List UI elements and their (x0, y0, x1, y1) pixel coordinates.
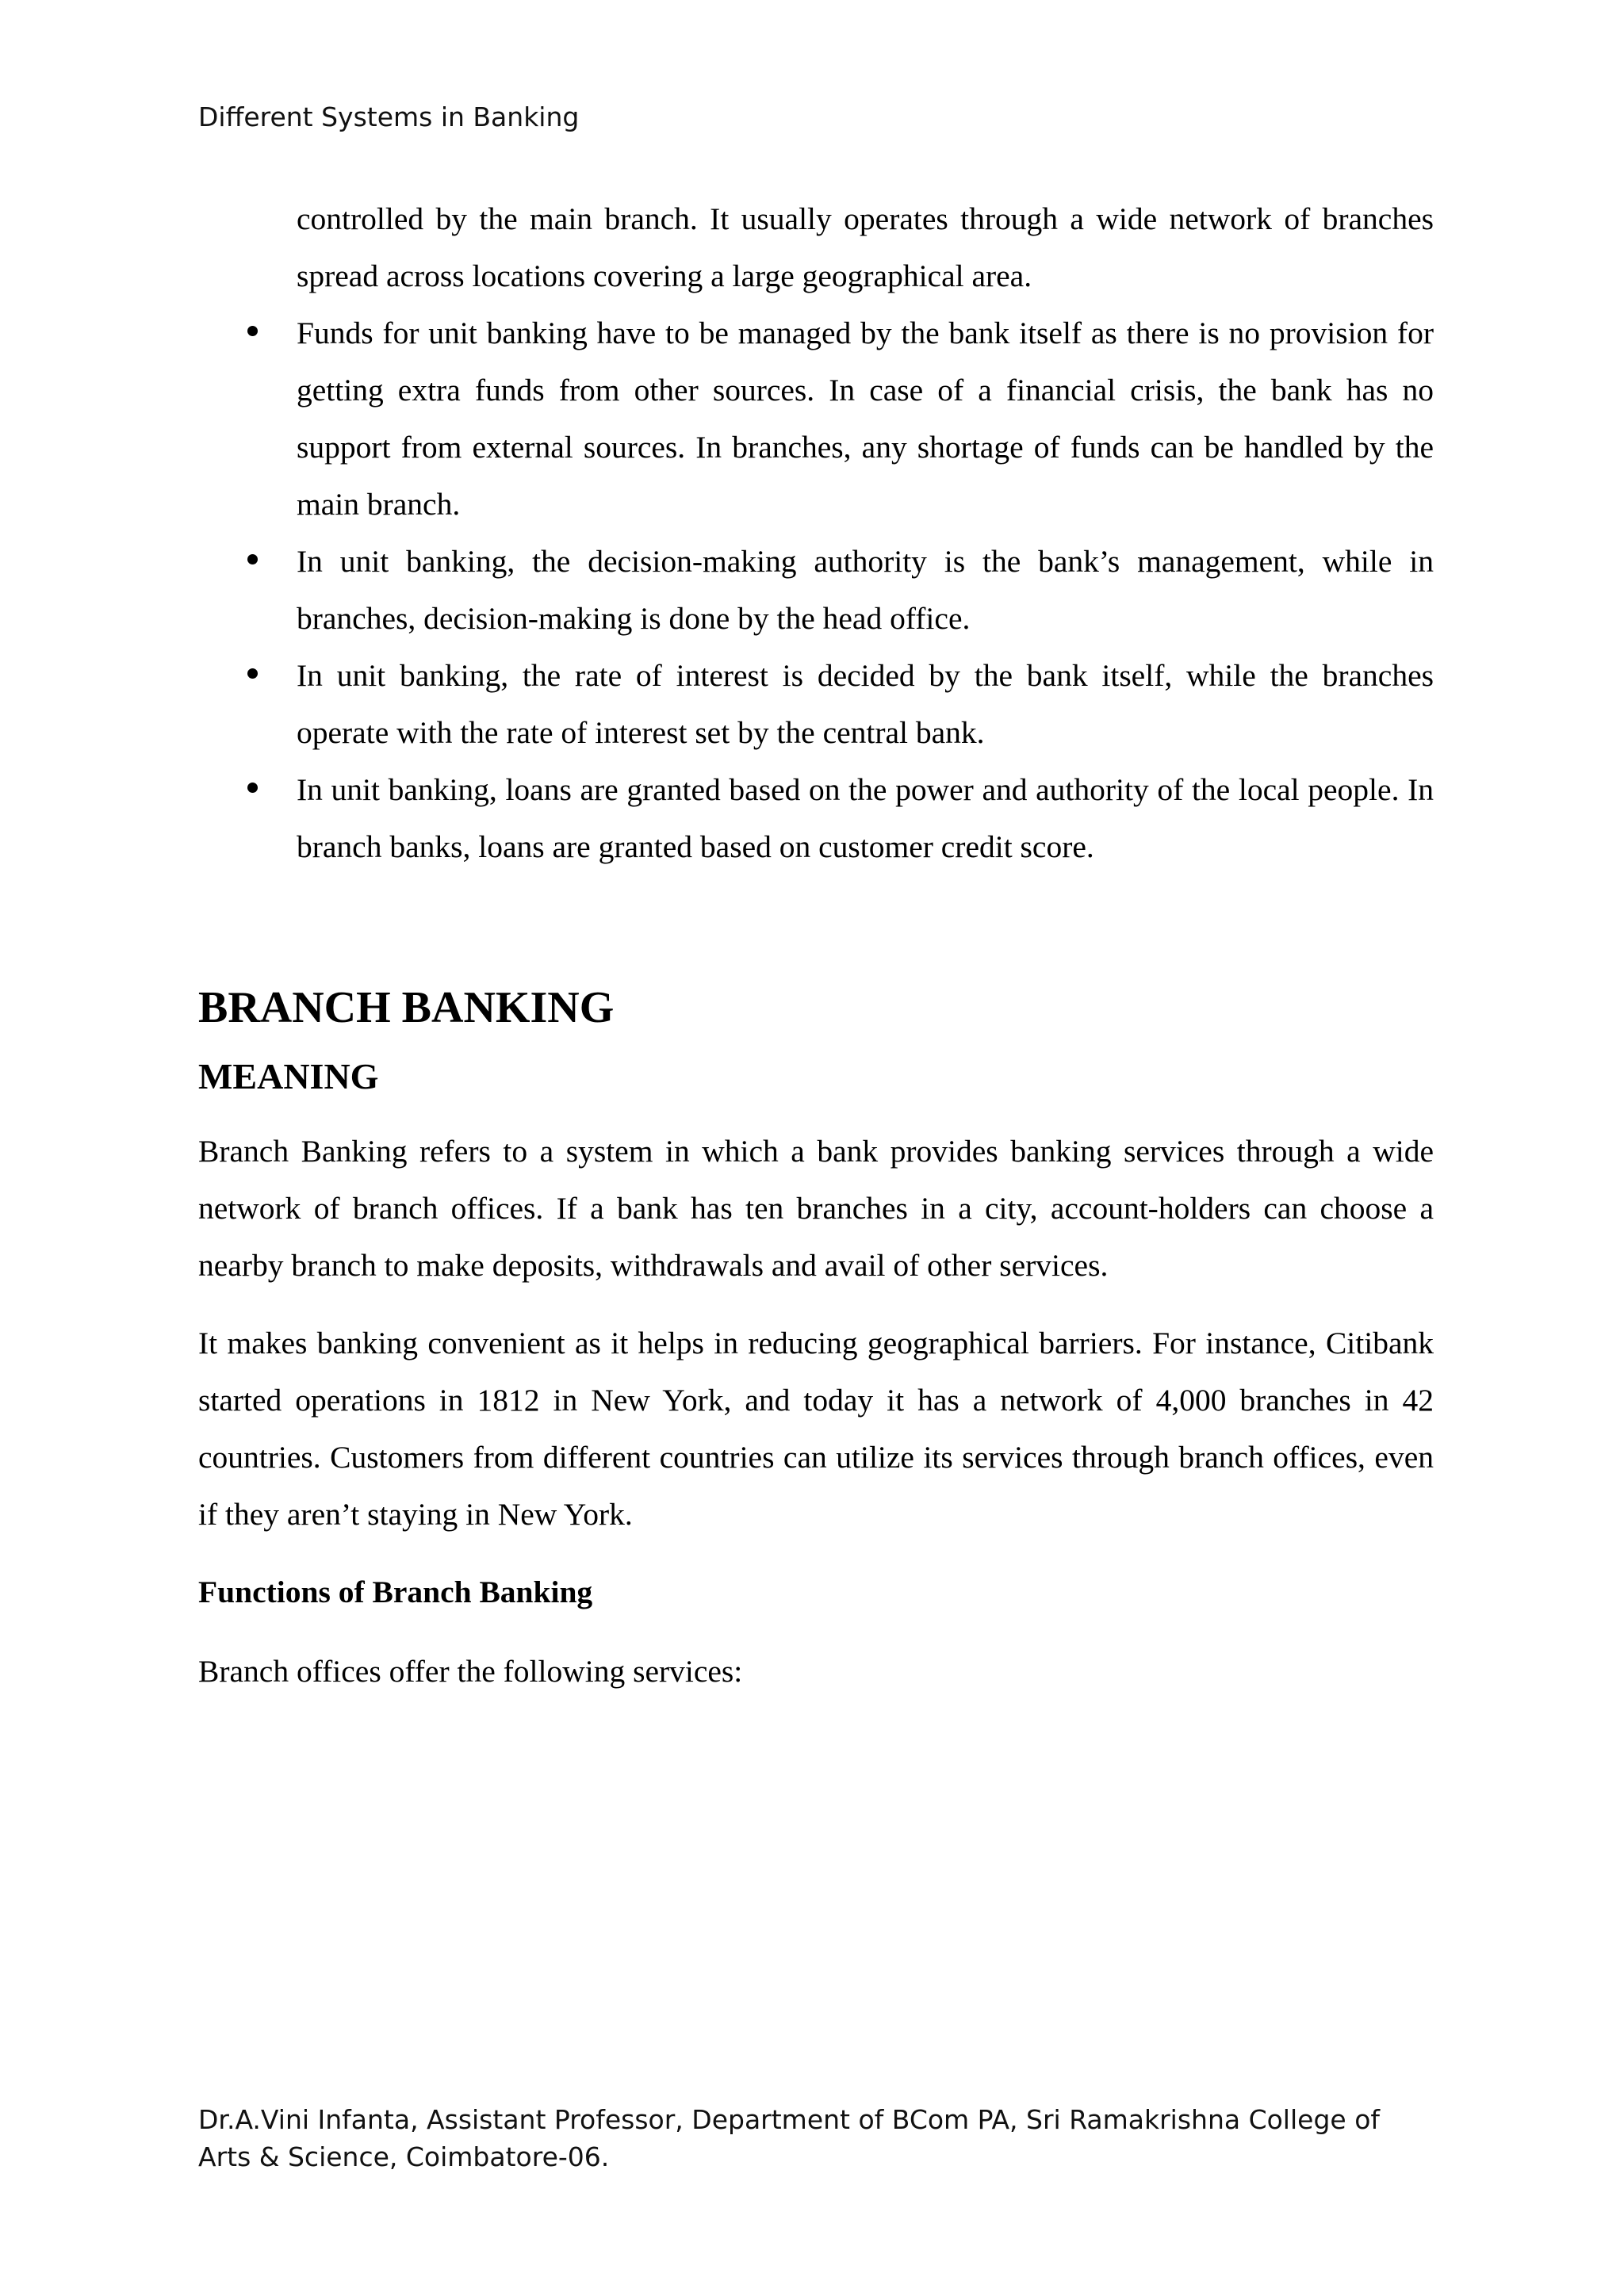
meaning-paragraph-1: Branch Banking refers to a system in which a bank provides banking services through a wide network of branch offices. If a bank has ten branches in a city, account-holders can choose a nearby branch to make deposits, withdrawals and avail of other services. (198, 1134, 1434, 1283)
bullet-icon (247, 783, 258, 793)
list-item (198, 761, 1434, 875)
list-item (198, 647, 1434, 761)
section-title: BRANCH BANKING (198, 983, 615, 1032)
bullet-icon (247, 326, 258, 336)
functions-heading: Functions of Branch Banking (198, 1575, 593, 1609)
list-item-text: In unit banking, the decision-making authority is the bank’s management, while in branches, decision-making is done by the head office. (297, 544, 1434, 636)
bullet-list (198, 304, 1434, 875)
document-body (198, 190, 1434, 1700)
page-header: Different Systems in Banking (198, 101, 580, 132)
continued-paragraph: controlled by the main branch. It usually operates through a wide network of branches spread across locations covering a large geographical area. (297, 201, 1434, 293)
list-item-text: In unit banking, the rate of interest is decided by the bank itself, while the branches operate with the rate of interest set by the central bank. (297, 658, 1434, 750)
list-item (198, 533, 1434, 647)
list-item-text: In unit banking, loans are granted based on the power and authority of the local people. In branch banks, loans are granted based on customer credit score. (297, 772, 1434, 864)
list-item-text: Funds for unit banking have to be managed by the bank itself as there is no provision for getting extra funds from other sources. In case of a financial crisis, the bank has no support from external sources. In branches, any shortage of funds can be handled by the main branch. (297, 316, 1434, 522)
list-item (198, 304, 1434, 533)
meaning-paragraph-2: It makes banking convenient as it helps in reducing geographical barriers. For instance, Citibank started operations in 1812 in New York, and today it has a network of 4,000 branches in 42 countries. Customers from different countries can utilize its services through branch offices, even if they aren’t staying in New York. (198, 1326, 1434, 1532)
functions-intro-paragraph: Branch offices offer the following services: (198, 1654, 743, 1689)
bullet-icon (247, 668, 258, 679)
section-subtitle: MEANING (198, 1056, 379, 1096)
bullet-icon (247, 554, 258, 564)
page-footer: Dr.A.Vini Infanta, Assistant Professor, Department of BCom PA, Sri Ramakrishna College of Arts & Science, Coimbatore-06. (198, 2104, 1380, 2172)
